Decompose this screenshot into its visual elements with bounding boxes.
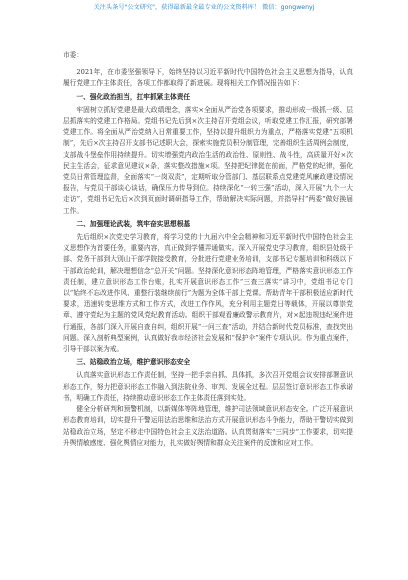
paragraph-section-1: 牢固树立抓好党建是最大政绩理念，落实×全面从严治党各项要求，推动形成一级抓一级、层层抓落实的党建工作格局。党组书记先后到×次主持召开党组会议，听取党建工作汇报，研究部署党建工作。将全面从严治党纳入日常重要工作，坚持以提升组织力为重点，严格落实党建“五项机制”，先后×次主持召开支部书记述职大会，探索实施党员积分制管理，完善组织生活周例会制度，支部战斗堡垒作用持续提升。切实增强党内政治生活的政治性、原则性、战斗性，高质量开好×次民主生活会，征求意见建议×条，落实整改措施×项。坚持把纪律挺在前面，严格党的纪律，强化党员日常管理监督，全面落实“一岗双责”，定期听取分管部门、基层联系点党建党风廉政建设情况报告，与党员干部谈心谈话，确保压力传导到位。持续深化“一转三强”活动，深入开展“九个一大走访”，党组书记先后×次到页面时调研指导工作，帮助解决实际问题，并指导村“两委”做好换届工作。 [63,105,353,215]
paragraph-section-3a: 认真落实意识形态工作责任制，坚持一把手亲自抓、具体抓，多次召开党组会议安排部署意识形态工作，努力把意识形态工作融入到法院业务、审判、发展全过程。层层签订意识形态工作承诺书，明确工作责任，持续推动意识形态工作主体责任落到实处。 [63,371,353,402]
paragraph-intro: 2021年，在市委坚强领导下，始终坚持以习近平新时代中国特色社会主义思想为指导，认真履行党建工作主体责任，各项工作都取得了新进展。现将相关工作情况报告如下： [63,68,353,88]
section-heading-3: 三、站稳政治立场，维护意识形态安全 [76,358,191,367]
header-banner: 关注头条号"公文研究"，获得最新最全最专业的公文资料库！ 微信：gongwenyj [93,4,315,11]
document-body [63,50,353,449]
paragraph-section-2: 先后组织×次党史学习教育，将学习党的十九届六中全会精神和习近平新时代中国特色社会主义思想作为首要任务，重要内容，真正做到学懂弄通做实。深入开展党史学习教育，组织县处级干部、党务干部到大别山干部学院接受教育，分批进行党建业务培训，支部书记专题培训和科级以下干部政治轮训，解决理想信念“总开关”问题。坚持深化意识形态阵地管理，严格落实意识形态工作责任制，建立意识形态工作台账，扎实开展意识形态工作“三查三落实”讲习中，党组书记专门以“始终不忘改进作风、重整行装继续前行”为题为全体干部上党课。帮助青年干部积极适应新时代要求，迅速转变思维方式和工作方式，改进工作作风，充分利用主题党日等载体，开展以尊崇党章、遵守党纪为主题的党风党纪教育活动。组织干部观看廉政警示教育片，对×起违规违纪案件进行通报，各部门深入开展自查自纠，组织开展“一问三查”活动，并结合新时代党员标准，查找突出问题。深入剖析典型案例，认真做好我市经济社会发展和“保护伞”案件专项认识。作为重点案件，引导干部以案为戒。 [63,233,353,354]
section-heading-1: 一、强化政治担当，扛牢抓紧主体责任 [76,92,191,101]
paragraph-section-3b: 健全分析研判和预警机制，以新媒体等阵地管理，维护司法领域意识形态安全。广泛开展意识形态教育培训，切实提升干警运用法治思维和法治方式开展意识形态斗争能力，帮助干警切实做到站稳政治立场，坚定不移走中国特色社会主义法治道路。认真贯彻落实“三同步”工作要求，切实提升舆情敏感度、强化舆情应对能力，扎实做好舆情和群众关注案件的反馈和应对工作。 [63,405,353,447]
salutation: 市委： [63,51,84,59]
section-heading-2: 二、加强理论武装，筑牢奋实思想根基 [76,219,191,228]
